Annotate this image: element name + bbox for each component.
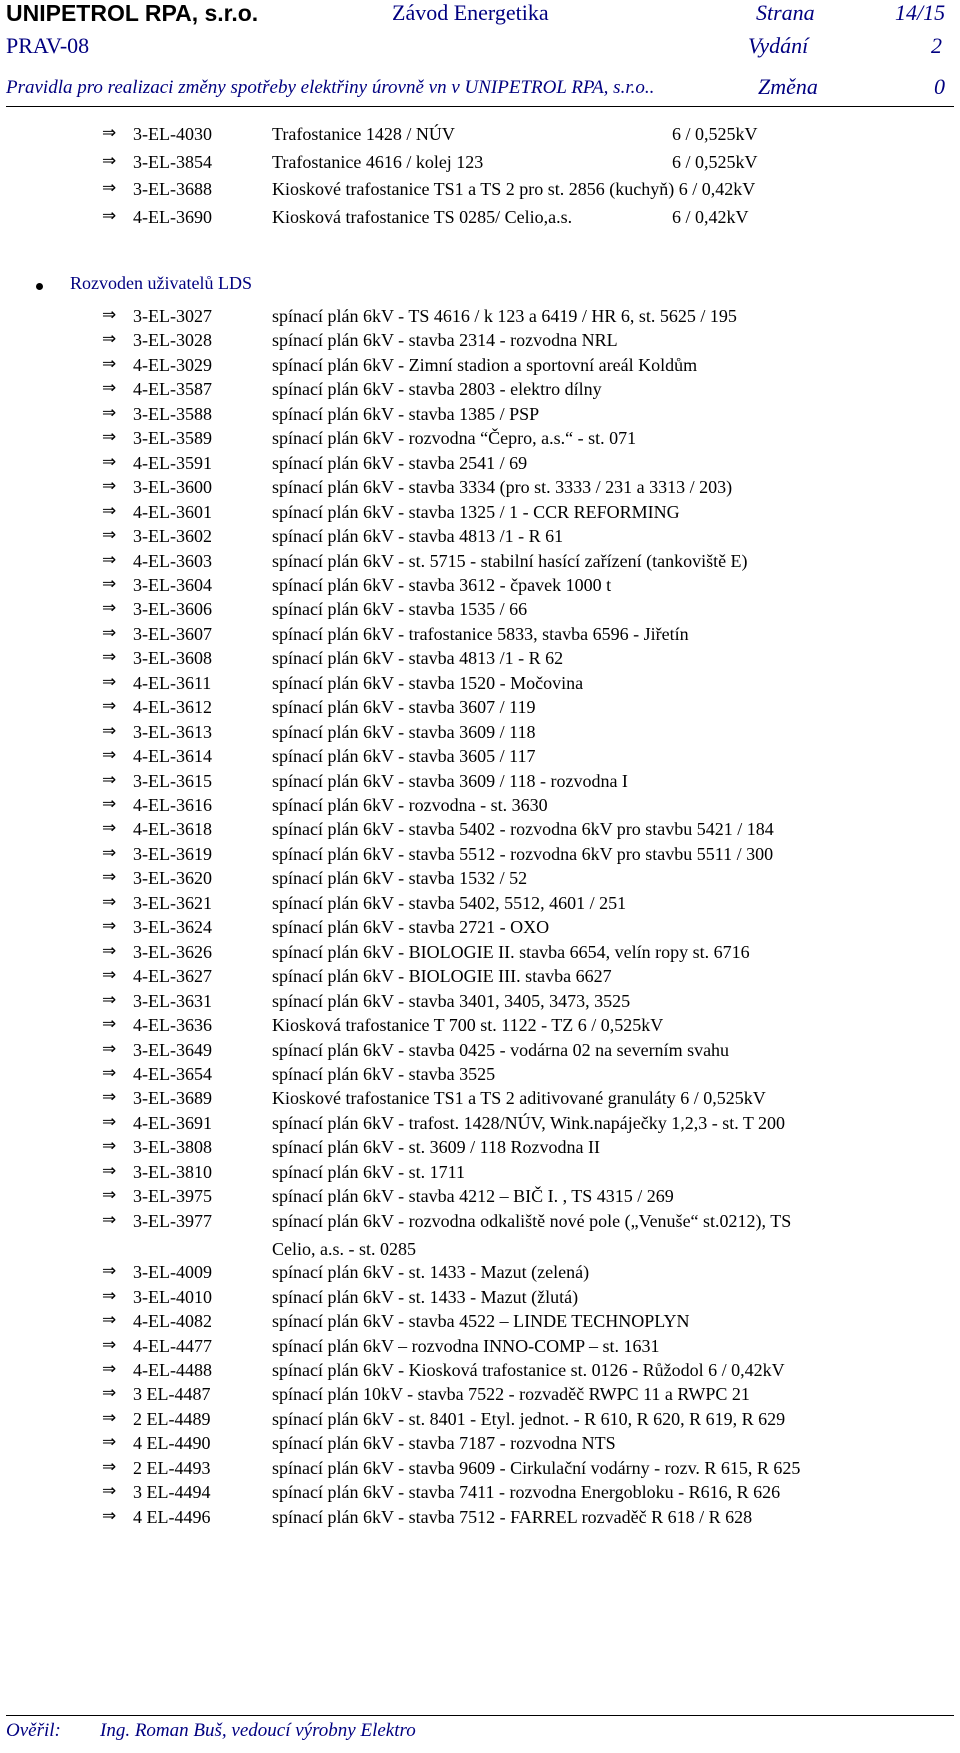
item-code: 4-EL-4488 bbox=[133, 1359, 212, 1380]
item-description: spínací plán 6kV - stavba 2541 / 69 bbox=[272, 452, 528, 473]
item-description: Kioskové trafostanice TS1 a TS 2 pro st. 2856 (kuchyň) 6 / 0,42kV bbox=[272, 179, 756, 199]
double-right-arrow-icon: ⇒ bbox=[102, 1432, 117, 1453]
item-code: 3-EL-3607 bbox=[133, 623, 212, 644]
item-description: spínací plán 6kV - stavba 3525 bbox=[272, 1063, 496, 1084]
double-right-arrow-icon: ⇒ bbox=[102, 1334, 117, 1355]
item-code: 3-EL-3810 bbox=[133, 1161, 212, 1182]
item-code: 4-EL-3601 bbox=[133, 501, 212, 522]
list-item bbox=[0, 1409, 960, 1435]
item-description: spínací plán 6kV - stavba 1532 / 52 bbox=[272, 868, 528, 889]
double-right-arrow-icon: ⇒ bbox=[102, 353, 117, 374]
header-row-1 bbox=[6, 0, 954, 32]
list-item bbox=[0, 819, 960, 845]
item-description: spínací plán 6kV - rozvodna odkaliště nové pole („Venuše“ st.0212), TS bbox=[272, 1210, 792, 1231]
item-description: spínací plán 6kV - stavba 7187 - rozvodna NTS bbox=[272, 1433, 616, 1454]
footer-divider bbox=[6, 1715, 954, 1716]
item-code: 3-EL-3620 bbox=[133, 868, 212, 889]
double-right-arrow-icon: ⇒ bbox=[102, 123, 117, 143]
item-code: 4-EL-3591 bbox=[133, 452, 212, 473]
item-description: spínací plán 6kV - rozvodna - st. 3630 bbox=[272, 795, 548, 815]
double-right-arrow-icon: ⇒ bbox=[102, 1456, 117, 1477]
item-description: spínací plán 6kV - stavba 3401, 3405, 3473, 3525 bbox=[272, 990, 631, 1011]
item-description: spínací plán 6kV - stavba 9609 - Cirkulační vodárny - rozv. R 615, R 625 bbox=[272, 1457, 801, 1478]
item-code: 3-EL-3688 bbox=[133, 179, 212, 199]
double-right-arrow-icon: ⇒ bbox=[102, 842, 117, 863]
list-item bbox=[0, 1064, 960, 1090]
list-item bbox=[0, 179, 960, 205]
item-code: 2 EL-4493 bbox=[133, 1457, 211, 1478]
list-item bbox=[0, 1507, 960, 1533]
item-description: spínací plán 6kV - stavba 7512 - FARREL rozvaděč R 618 / R 628 bbox=[272, 1506, 753, 1527]
item-description: spínací plán 6kV – rozvodna INNO-COMP – st. 1631 bbox=[272, 1335, 660, 1356]
bullet-icon bbox=[36, 283, 43, 290]
double-right-arrow-icon: ⇒ bbox=[102, 622, 117, 643]
list-item bbox=[0, 966, 960, 992]
list-item bbox=[0, 868, 960, 894]
item-code: 3-EL-3631 bbox=[133, 990, 212, 1011]
list-item bbox=[0, 697, 960, 723]
list-item bbox=[0, 1040, 960, 1066]
double-right-arrow-icon: ⇒ bbox=[102, 1111, 117, 1132]
item-code: 3-EL-3613 bbox=[133, 721, 212, 742]
list-item bbox=[0, 1482, 960, 1508]
item-code: 3-EL-3624 bbox=[133, 917, 212, 938]
double-right-arrow-icon: ⇒ bbox=[102, 598, 117, 619]
plant-name: Závod Energetika bbox=[392, 0, 549, 25]
item-description: spínací plán 6kV - stavba 4813 /1 - R 61 bbox=[272, 526, 564, 547]
list-item bbox=[0, 599, 960, 625]
item-code: 3-EL-3602 bbox=[133, 526, 212, 547]
item-code: 4-EL-3654 bbox=[133, 1063, 212, 1084]
item-code: 3-EL-3689 bbox=[133, 1088, 212, 1109]
page-label: Strana bbox=[756, 0, 815, 25]
doc-code: PRAV-08 bbox=[6, 33, 90, 58]
item-code: 3-EL-3808 bbox=[133, 1137, 212, 1158]
list-item bbox=[0, 893, 960, 919]
item-code: 3-EL-3854 bbox=[133, 151, 212, 172]
double-right-arrow-icon: ⇒ bbox=[102, 1383, 117, 1404]
item-value: 6 / 0,42kV bbox=[672, 206, 749, 227]
item-code: 4-EL-3691 bbox=[133, 1112, 212, 1133]
list-item bbox=[0, 795, 960, 821]
item-code: 4-EL-3611 bbox=[133, 672, 212, 693]
double-right-arrow-icon: ⇒ bbox=[102, 1261, 117, 1282]
double-right-arrow-icon: ⇒ bbox=[102, 1407, 117, 1428]
item-code: 3-EL-3589 bbox=[133, 428, 212, 449]
double-right-arrow-icon: ⇒ bbox=[102, 1310, 117, 1331]
item-description: spínací plán 6kV - st. 1433 - Mazut (žlutá) bbox=[272, 1286, 579, 1307]
item-description: spínací plán 6kV - stavba 2721 - OXO bbox=[272, 917, 550, 938]
item-description: spínací plán 6kV - stavba 1535 / 66 bbox=[272, 599, 528, 620]
footer bbox=[6, 1720, 416, 1742]
item-description: spínací plán 6kV - stavba 5512 - rozvodna 6kV pro stavbu 5511 / 300 bbox=[272, 843, 774, 864]
item-code: 4-EL-3603 bbox=[133, 550, 212, 571]
item-description: spínací plán 6kV - st. 1433 - Mazut (zelená) bbox=[272, 1262, 590, 1283]
item-code: 3-EL-3621 bbox=[133, 892, 212, 913]
item-description: spínací plán 6kV - stavba 3605 / 117 bbox=[272, 746, 536, 767]
list-item bbox=[0, 1209, 960, 1259]
double-right-arrow-icon: ⇒ bbox=[102, 150, 117, 171]
footer-label: Ověřil: bbox=[6, 1720, 61, 1741]
item-code: 3-EL-3977 bbox=[133, 1210, 212, 1231]
double-right-arrow-icon: ⇒ bbox=[102, 671, 117, 692]
list-item bbox=[0, 207, 960, 233]
double-right-arrow-icon: ⇒ bbox=[102, 178, 117, 198]
item-code: 3-EL-3588 bbox=[133, 403, 212, 424]
item-description: spínací plán 6kV - BIOLOGIE II. stavba 6654, velín ropy st. 6716 bbox=[272, 941, 750, 962]
item-code: 3-EL-4010 bbox=[133, 1286, 212, 1307]
double-right-arrow-icon: ⇒ bbox=[102, 205, 117, 226]
item-description: spínací plán 6kV - stavba 7411 - rozvodna Energobloku - R616, R 626 bbox=[272, 1482, 781, 1503]
item-value: 6 / 0,525kV bbox=[672, 151, 758, 172]
list-item bbox=[0, 844, 960, 870]
header-divider bbox=[6, 106, 954, 107]
double-right-arrow-icon: ⇒ bbox=[102, 1014, 117, 1035]
double-right-arrow-icon: ⇒ bbox=[102, 476, 117, 497]
item-description: spínací plán 6kV - stavba 2803 - elektro dílny bbox=[272, 379, 602, 400]
double-right-arrow-icon: ⇒ bbox=[102, 1087, 117, 1108]
list-item bbox=[0, 379, 960, 405]
double-right-arrow-icon: ⇒ bbox=[102, 1136, 117, 1157]
item-description: spínací plán 6kV - BIOLOGIE III. stavba 6627 bbox=[272, 966, 612, 987]
list-item bbox=[0, 1015, 960, 1041]
item-description: spínací plán 6kV - stavba 0425 - vodárna 02 na severním svahu bbox=[272, 1039, 730, 1060]
item-description: spínací plán 6kV - st. 8401 - Etyl. jednot. - R 610, R 620, R 619, R 629 bbox=[272, 1408, 786, 1429]
item-description: Kioskové trafostanice TS1 a TS 2 aditivované granuláty 6 / 0,525kV bbox=[272, 1088, 766, 1109]
double-right-arrow-icon: ⇒ bbox=[102, 916, 117, 937]
list-item bbox=[0, 1088, 960, 1114]
item-code: 3-EL-3606 bbox=[133, 599, 212, 620]
change-value: 0 bbox=[934, 74, 945, 99]
list-item bbox=[0, 477, 960, 503]
item-description: spínací plán 6kV - TS 4616 / k 123 a 6419 / HR 6, st. 5625 / 195 bbox=[272, 306, 737, 326]
list-item bbox=[0, 648, 960, 674]
list-item bbox=[0, 124, 960, 150]
item-code: 4-EL-3690 bbox=[133, 206, 212, 227]
double-right-arrow-icon: ⇒ bbox=[102, 1185, 117, 1206]
list-item bbox=[0, 991, 960, 1017]
item-value: 6 / 0,525kV bbox=[672, 124, 758, 144]
double-right-arrow-icon: ⇒ bbox=[102, 451, 117, 472]
item-code: 3-EL-3608 bbox=[133, 648, 212, 669]
list-item bbox=[0, 624, 960, 650]
item-code: 4 EL-4496 bbox=[133, 1506, 211, 1527]
double-right-arrow-icon: ⇒ bbox=[102, 696, 117, 717]
double-right-arrow-icon: ⇒ bbox=[102, 891, 117, 912]
list-item bbox=[0, 746, 960, 772]
item-description: spínací plán 6kV - trafostanice 5833, stavba 6596 - Jiřetín bbox=[272, 623, 689, 644]
double-right-arrow-icon: ⇒ bbox=[102, 305, 117, 325]
list-item bbox=[0, 355, 960, 381]
list-item bbox=[0, 306, 960, 332]
list-item bbox=[0, 917, 960, 943]
item-description: spínací plán 6kV - trafost. 1428/NÚV, Wink.napáječky 1,2,3 - st. T 200 bbox=[272, 1112, 786, 1133]
footer-value: Ing. Roman Buš, vedoucí výrobny Elektro bbox=[100, 1720, 416, 1741]
list-item bbox=[0, 1311, 960, 1337]
double-right-arrow-icon: ⇒ bbox=[102, 525, 117, 546]
double-right-arrow-icon: ⇒ bbox=[102, 720, 117, 741]
item-description: spínací plán 6kV - stavba 5402 - rozvodna 6kV pro stavbu 5421 / 184 bbox=[272, 819, 774, 840]
item-description: Kiosková trafostanice T 700 st. 1122 - TZ 6 / 0,525kV bbox=[272, 1015, 664, 1036]
list-item bbox=[0, 942, 960, 968]
item-code: 3-EL-3626 bbox=[133, 941, 212, 962]
double-right-arrow-icon: ⇒ bbox=[102, 1209, 117, 1230]
item-description: spínací plán 6kV - stavba 1385 / PSP bbox=[272, 403, 540, 424]
double-right-arrow-icon: ⇒ bbox=[102, 1160, 117, 1181]
change-label: Změna bbox=[758, 74, 818, 99]
item-code: 3 EL-4494 bbox=[133, 1482, 211, 1503]
item-description: spínací plán 6kV - stavba 3609 / 118 bbox=[272, 721, 536, 742]
double-right-arrow-icon: ⇒ bbox=[102, 647, 117, 668]
item-code: 3-EL-3649 bbox=[133, 1039, 212, 1060]
item-code: 4-EL-4082 bbox=[133, 1311, 212, 1332]
item-description-continued: Celio, a.s. - st. 0285 bbox=[272, 1238, 416, 1259]
list-item bbox=[0, 1336, 960, 1362]
item-code: 4-EL-3029 bbox=[133, 354, 212, 375]
list-item bbox=[0, 1384, 960, 1410]
item-code: 4 EL-4490 bbox=[133, 1433, 211, 1454]
item-code: 3-EL-4009 bbox=[133, 1262, 212, 1283]
double-right-arrow-icon: ⇒ bbox=[102, 1038, 117, 1059]
double-right-arrow-icon: ⇒ bbox=[102, 329, 117, 350]
item-code: 4-EL-3612 bbox=[133, 697, 212, 718]
item-code: 3-EL-3619 bbox=[133, 843, 212, 864]
list-item bbox=[0, 1186, 960, 1212]
double-right-arrow-icon: ⇒ bbox=[102, 940, 117, 961]
rule-title: Pravidla pro realizaci změny spotřeby elektřiny úrovně vn v UNIPETROL RPA, s.r.o.. bbox=[6, 77, 655, 98]
list-item bbox=[0, 1360, 960, 1386]
double-right-arrow-icon: ⇒ bbox=[102, 378, 117, 399]
item-description: Trafostanice 4616 / kolej 123 bbox=[272, 151, 484, 172]
list-item bbox=[0, 1113, 960, 1139]
item-code: 3-EL-4030 bbox=[133, 124, 212, 144]
company-name: UNIPETROL RPA, s.r.o. bbox=[6, 0, 259, 26]
item-code: 3-EL-3975 bbox=[133, 1186, 212, 1207]
list-item bbox=[0, 428, 960, 454]
item-description: spínací plán 6kV - st. 5715 - stabilní hasící zařízení (tankoviště E) bbox=[272, 550, 748, 571]
item-description: spínací plán 6kV - stavba 3607 / 119 bbox=[272, 697, 536, 718]
item-description: spínací plán 10kV - stavba 7522 - rozvaděč RWPC 11 a RWPC 21 bbox=[272, 1384, 750, 1405]
list-item bbox=[0, 330, 960, 356]
item-description: spínací plán 6kV - st. 1711 bbox=[272, 1161, 465, 1182]
list-item bbox=[0, 673, 960, 699]
item-description: spínací plán 6kV - stavba 2314 - rozvodna NRL bbox=[272, 330, 618, 351]
double-right-arrow-icon: ⇒ bbox=[102, 402, 117, 423]
section-title: Rozvoden uživatelů LDS bbox=[70, 273, 252, 293]
list-item bbox=[0, 551, 960, 577]
list-item bbox=[0, 152, 960, 178]
item-description: spínací plán 6kV - Kiosková trafostanice st. 0126 - Růžodol 6 / 0,42kV bbox=[272, 1359, 785, 1380]
double-right-arrow-icon: ⇒ bbox=[102, 818, 117, 839]
double-right-arrow-icon: ⇒ bbox=[102, 1358, 117, 1379]
item-code: 2 EL-4489 bbox=[133, 1408, 211, 1429]
list-item bbox=[0, 575, 960, 601]
item-code: 3 EL-4487 bbox=[133, 1384, 211, 1405]
item-description: spínací plán 6kV - stavba 4212 – BIČ I. , TS 4315 / 269 bbox=[272, 1186, 674, 1207]
item-code: 3-EL-3615 bbox=[133, 770, 212, 791]
item-code: 4-EL-3616 bbox=[133, 795, 212, 815]
double-right-arrow-icon: ⇒ bbox=[102, 745, 117, 766]
item-description: spínací plán 6kV - stavba 1325 / 1 - CCR REFORMING bbox=[272, 501, 680, 522]
item-description: Trafostanice 1428 / NÚV bbox=[272, 124, 455, 144]
header-row-2 bbox=[6, 33, 954, 65]
list-item bbox=[0, 1433, 960, 1459]
item-description: spínací plán 6kV - stavba 3612 - čpavek 1000 t bbox=[272, 574, 612, 595]
item-description: spínací plán 6kV - stavba 3334 (pro st. 3333 / 231 a 3313 / 203) bbox=[272, 477, 733, 498]
double-right-arrow-icon: ⇒ bbox=[102, 1285, 117, 1306]
double-right-arrow-icon: ⇒ bbox=[102, 500, 117, 521]
item-description: spínací plán 6kV - st. 3609 / 118 Rozvodna II bbox=[272, 1137, 600, 1158]
item-code: 3-EL-3604 bbox=[133, 574, 212, 595]
list-item bbox=[0, 722, 960, 748]
double-right-arrow-icon: ⇒ bbox=[102, 1481, 117, 1502]
item-description: spínací plán 6kV - stavba 3609 / 118 - rozvodna I bbox=[272, 770, 628, 791]
double-right-arrow-icon: ⇒ bbox=[102, 1062, 117, 1083]
page-value: 14/15 bbox=[895, 0, 946, 25]
double-right-arrow-icon: ⇒ bbox=[102, 965, 117, 986]
list-item bbox=[0, 771, 960, 797]
double-right-arrow-icon: ⇒ bbox=[102, 769, 117, 790]
item-description: spínací plán 6kV - stavba 5402, 5512, 4601 / 251 bbox=[272, 892, 627, 913]
item-description: spínací plán 6kV - Zimní stadion a sportovní areál Koldům bbox=[272, 354, 698, 375]
item-description: spínací plán 6kV - rozvodna “Čepro, a.s.“ - st. 071 bbox=[272, 428, 637, 449]
item-code: 4-EL-4477 bbox=[133, 1335, 212, 1356]
list-item bbox=[0, 526, 960, 552]
item-code: 4-EL-3636 bbox=[133, 1015, 212, 1036]
item-code: 4-EL-3627 bbox=[133, 966, 212, 987]
double-right-arrow-icon: ⇒ bbox=[102, 427, 117, 448]
double-right-arrow-icon: ⇒ bbox=[102, 794, 117, 814]
list-item bbox=[0, 1162, 960, 1188]
double-right-arrow-icon: ⇒ bbox=[102, 549, 117, 570]
item-description: spínací plán 6kV - stavba 1520 - Močovina bbox=[272, 672, 584, 693]
double-right-arrow-icon: ⇒ bbox=[102, 867, 117, 888]
item-code: 4-EL-3587 bbox=[133, 379, 212, 400]
double-right-arrow-icon: ⇒ bbox=[102, 1505, 117, 1526]
list-item bbox=[0, 1458, 960, 1484]
item-code: 3-EL-3028 bbox=[133, 330, 212, 351]
list-item bbox=[0, 1262, 960, 1288]
header-row-3 bbox=[6, 74, 954, 106]
issue-value: 2 bbox=[931, 33, 942, 58]
list-item bbox=[0, 404, 960, 430]
item-code: 3-EL-3600 bbox=[133, 477, 212, 498]
double-right-arrow-icon: ⇒ bbox=[102, 573, 117, 594]
item-description: Kiosková trafostanice TS 0285/ Celio,a.s. bbox=[272, 206, 573, 227]
list-item bbox=[0, 502, 960, 528]
item-code: 3-EL-3027 bbox=[133, 306, 212, 326]
item-description: spínací plán 6kV - stavba 4522 – LINDE TECHNOPLYN bbox=[272, 1311, 690, 1332]
issue-label: Vydání bbox=[748, 33, 809, 58]
item-code: 4-EL-3618 bbox=[133, 819, 212, 840]
item-description: spínací plán 6kV - stavba 4813 /1 - R 62 bbox=[272, 648, 564, 669]
item-code: 4-EL-3614 bbox=[133, 746, 212, 767]
double-right-arrow-icon: ⇒ bbox=[102, 989, 117, 1010]
list-item bbox=[0, 453, 960, 479]
list-item bbox=[0, 1137, 960, 1163]
list-item bbox=[0, 1287, 960, 1313]
